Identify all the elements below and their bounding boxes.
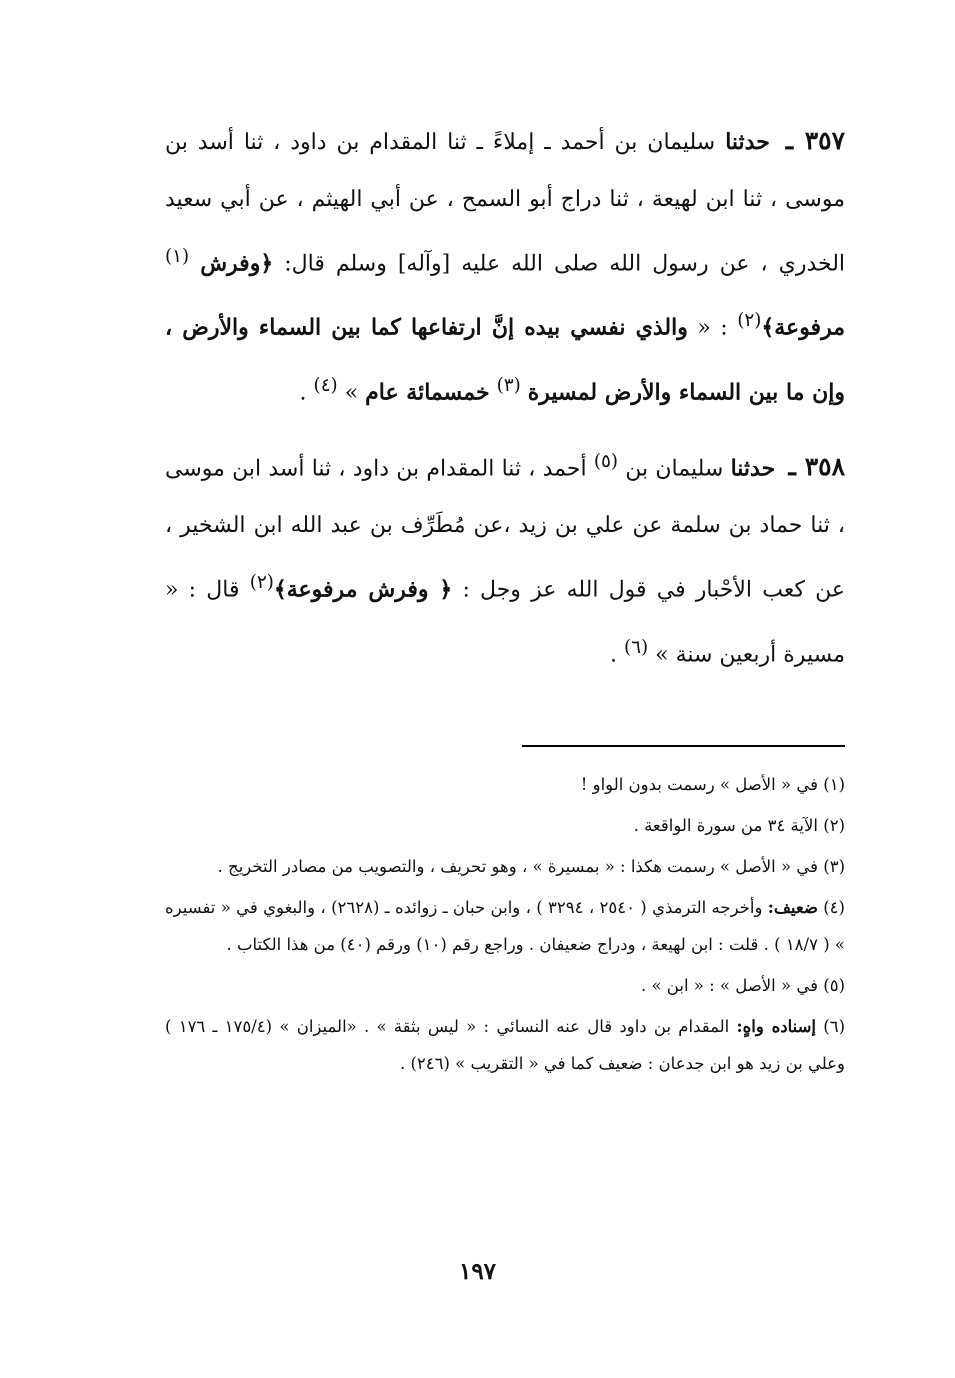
footnote-text: المقدام بن داود قال عنه النسائي : « ليس بثقة » . «الميزان » (١٧٥/٤ ـ ١٧٦ ) وعلي بن زيد هو ابن جدعان : ضعيف كما في « التقريب » (٢٤٦) .: [165, 1017, 845, 1073]
footnote-text: في « الأصل » : « ابن » .: [640, 976, 818, 995]
end-mark: .: [609, 641, 617, 667]
hadith-number: ٣٥٧ ـ: [785, 126, 846, 155]
footnote-number: (٣): [823, 857, 845, 876]
quote-close: »: [344, 379, 359, 405]
saying-text: قال : « مسيرة أربعين سنة »: [165, 577, 845, 667]
footnote-text: في « الأصل » رسمت هكذا : « بمسيرة » ، وهو تحريف ، والتصويب من مصادر التخريج .: [217, 857, 818, 876]
footnote-4: [165, 889, 845, 963]
hadith-number: ٣٥٨ ـ: [788, 452, 846, 482]
footnote-keyword: إسناده واهٍ:: [736, 1017, 816, 1036]
isnad-text: سليمان بن: [625, 456, 724, 482]
footnote-number: (٦): [823, 1017, 846, 1036]
hadith-357: [165, 112, 845, 421]
page-number: ١٩٧: [458, 1258, 497, 1285]
footnote-marker[interactable]: (٤): [313, 374, 338, 396]
narration-keyword: حدثنا: [730, 455, 776, 482]
footnote-marker[interactable]: (٣): [496, 374, 521, 396]
hadith-saying-end: خمسمائة عام: [365, 378, 490, 405]
footnote-number: (٢): [823, 816, 845, 835]
footnote-number: (٤): [823, 898, 845, 917]
quran-quote-start: ﴿وفرش: [200, 250, 274, 277]
footnote-1: [165, 766, 845, 803]
footnote-5: [165, 967, 845, 1004]
end-mark: .: [299, 379, 307, 405]
main-text: [165, 112, 845, 695]
quran-quote: ﴿ وفرش مرفوعة﴾: [273, 576, 453, 603]
footnotes: [165, 766, 845, 1086]
hadith-358: [165, 433, 845, 683]
hadith-saying: والذي نفسي بيده إنَّ ارتفاعها كما بين السماء والأرض ، وإن ما بين السماء والأرض لمسيرة: [165, 314, 845, 405]
footnote-text: الآية ٣٤ من سورة الواقعة .: [633, 816, 818, 835]
footnote-2: [165, 807, 845, 844]
footnote-marker[interactable]: (٦): [623, 636, 649, 658]
footnote-marker[interactable]: (١): [165, 246, 190, 267]
quote-open: : «: [697, 315, 728, 341]
footnote-number: (٥): [823, 976, 845, 995]
isnad-text: سليمان بن أحمد ـ إملاءً ـ ثنا المقدام بن داود ، ثنا أسد بن موسى ، ثنا ابن لهيعة ، ثنا دراج أبو السمح ، عن أبي الهيثم ، عن أبي سعيد الخدري ، عن رسول الله صلى الله عليه [وآله] وسلم قال:: [165, 130, 846, 277]
footnote-keyword: ضعيف:: [767, 898, 818, 917]
footnote-3: [165, 848, 845, 885]
footnote-6: [165, 1008, 845, 1082]
footnote-divider: [522, 745, 845, 747]
footnote-marker[interactable]: (٢): [737, 310, 762, 332]
footnote-marker[interactable]: (٢): [249, 572, 274, 594]
quran-quote-end: مرفوعة﴾: [761, 314, 845, 341]
footnote-number: (١): [823, 775, 845, 794]
narration-keyword: حدثنا: [725, 129, 770, 155]
footnote-marker[interactable]: (٥): [593, 450, 619, 472]
footnote-text: وأخرجه الترمذي ( ٢٥٤٠ ، ٣٢٩٤ ) ، وابن حبان ـ زوائده ـ (٢٦٢٨) ، والبغوي في « تفسيره » ( ١٨/٧ ) . قلت : ابن لهيعة ، ودراج ضعيفان . وراجع رقم (١٠) ورقم (٤٠) من هذا الكتاب .: [165, 898, 845, 954]
footnote-text: في « الأصل » رسمت بدون الواو !: [580, 775, 818, 794]
isnad-text: أحمد ، ثنا المقدام بن داود ، ثنا أسد ابن موسى ، ثنا حماد بن سلمة عن علي بن زيد ،عن مُطَرِّف بن عبد الله ابن الشخير ، عن كعب الأحْبار في قول الله عز وجل :: [165, 456, 845, 603]
